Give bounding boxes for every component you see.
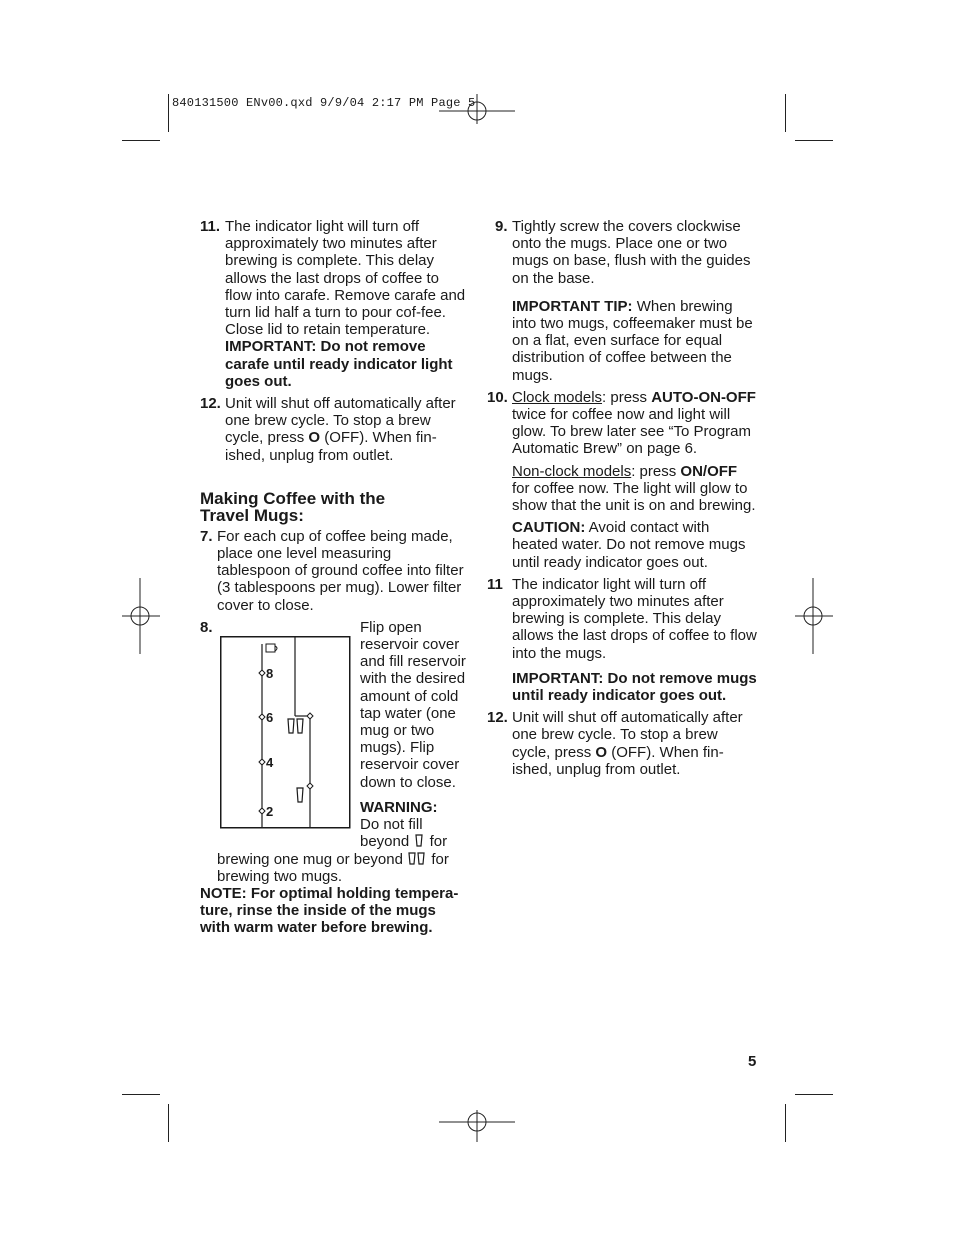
step-text: Flip open reservoir cover and fill reservoir with the desired amount of cold tap water (one mug or two mugs). Flip reservoir cover down to close. bbox=[360, 618, 466, 791]
step-number: 9. bbox=[495, 218, 508, 235]
step-text: (OFF). When fin-ished, unplug from outlet. bbox=[225, 429, 437, 464]
crop-mark bbox=[785, 94, 786, 132]
registration-mark-top bbox=[439, 94, 515, 132]
crop-mark bbox=[795, 140, 833, 141]
crop-mark bbox=[168, 1104, 169, 1142]
off-key: O bbox=[308, 429, 321, 447]
step-text: Unit will shut off automatically after one brew cycle. To stop a brew cycle, press bbox=[225, 395, 456, 447]
tip-label: IMPORTANT TIP: bbox=[512, 297, 633, 315]
non-clock-models-label: Non-clock models bbox=[512, 462, 632, 480]
water-level-gauge bbox=[220, 636, 352, 832]
step-number: 7. bbox=[200, 527, 213, 545]
two-mugs-icon bbox=[407, 852, 427, 866]
crop-mark bbox=[168, 94, 169, 132]
level-mark-2: 2 bbox=[266, 803, 274, 819]
tip-text: When brewing into two mugs, coffeemaker must be on a flat, even surface for equal distribution of coffee between the mugs. bbox=[512, 297, 753, 384]
warning-label: WARNING: bbox=[360, 798, 438, 816]
right-step-12 bbox=[487, 709, 757, 778]
registration-mark-right bbox=[795, 578, 833, 654]
right-column bbox=[487, 218, 757, 783]
right-step-10 bbox=[487, 389, 757, 458]
crop-mark bbox=[795, 1094, 833, 1095]
step-number: 8. bbox=[200, 618, 213, 636]
section-heading: Making Coffee with the Travel Mugs: bbox=[200, 488, 386, 525]
registration-mark-left bbox=[122, 578, 160, 654]
page-number: 5 bbox=[748, 1053, 757, 1070]
crop-mark bbox=[122, 1094, 160, 1095]
level-mark-8: 8 bbox=[266, 665, 274, 681]
step-text: : press bbox=[602, 388, 648, 406]
level-mark-6: 6 bbox=[266, 709, 274, 725]
right-step-9 bbox=[487, 218, 757, 287]
crop-mark bbox=[785, 1104, 786, 1142]
step-text: : press bbox=[631, 462, 677, 480]
step-text: For each cup of coffee being made, place one level measuring tablespoon of ground coffee into filter (3 tablespoons per mug). Lower filter cover to close. bbox=[217, 527, 464, 614]
off-key: O bbox=[595, 743, 608, 761]
step-number: 11 bbox=[487, 575, 503, 593]
step-number: 11. bbox=[200, 218, 221, 235]
note bbox=[200, 885, 468, 937]
warning-text: Do not fill beyond bbox=[360, 816, 423, 851]
left-step-12 bbox=[200, 395, 468, 464]
important-text: IMPORTANT: Do not remove mugs until ready indicator goes out. bbox=[512, 669, 757, 705]
important-tip bbox=[487, 298, 757, 384]
right-step-11 bbox=[487, 576, 757, 662]
step-text: twice for coffee now and light will glow. To brew later see “To Program Automatic Brew” on page 6. bbox=[512, 406, 751, 458]
crop-mark bbox=[122, 140, 160, 141]
important-warning: IMPORTANT: Do not remove carafe until ready indicator light goes out. bbox=[225, 338, 453, 390]
step-text: Tightly screw the covers clockwise onto the mugs. Place one or two mugs on base, flush with the guides on the base. bbox=[512, 218, 751, 287]
step-text: (OFF). When fin-ished, unplug from outlet. bbox=[512, 743, 724, 778]
caution-label: CAUTION: bbox=[512, 519, 586, 537]
left-step-8 bbox=[200, 619, 468, 885]
print-slug: 840131500 ENv00.qxd 9/9/04 2:17 PM Page 5 bbox=[172, 96, 476, 110]
non-clock-models bbox=[487, 463, 757, 515]
warning-text: for brewing two mugs. bbox=[217, 850, 449, 885]
on-off-key: ON/OFF bbox=[680, 462, 738, 480]
left-step-11 bbox=[200, 218, 468, 390]
caution-text: Avoid contact with heated water. Do not remove mugs until ready indicator goes out. bbox=[512, 519, 746, 571]
level-mark-4: 4 bbox=[266, 754, 274, 770]
step-text: Unit will shut off automatically after one brew cycle. To stop a brew cycle, press bbox=[512, 709, 743, 761]
caution bbox=[487, 519, 757, 571]
registration-mark-bottom bbox=[439, 1104, 515, 1142]
one-mug-icon bbox=[413, 834, 425, 848]
note-text: NOTE: For optimal holding tempera-ture, rinse the inside of the mugs with warm water before brewing. bbox=[200, 884, 459, 937]
clock-models-label: Clock models bbox=[512, 388, 603, 406]
step-text: for coffee now. The light will glow to show that the unit is on and brewing. bbox=[512, 479, 756, 515]
left-step-7 bbox=[200, 528, 468, 614]
auto-on-off-key: AUTO-ON-OFF bbox=[651, 388, 756, 406]
step-text: The indicator light will turn off approximately two minutes after brewing is complete. This delay allows the last drops of coffee to flow into carafe. Remove carafe and turn lid half a turn to pour cof-fee. Close lid to retain temperature. bbox=[225, 218, 466, 339]
step-number: 12. bbox=[200, 395, 221, 413]
important-warning bbox=[487, 670, 757, 704]
step-text: The indicator light will turn off approximately two minutes after brewing is complete. This delay allows the last drops of coffee to flow into the mugs. bbox=[512, 575, 757, 662]
left-column bbox=[200, 218, 468, 937]
step-number: 12. bbox=[487, 709, 508, 727]
warning-text: for brewing one mug or beyond bbox=[217, 833, 448, 868]
step-number: 10. bbox=[487, 388, 508, 406]
